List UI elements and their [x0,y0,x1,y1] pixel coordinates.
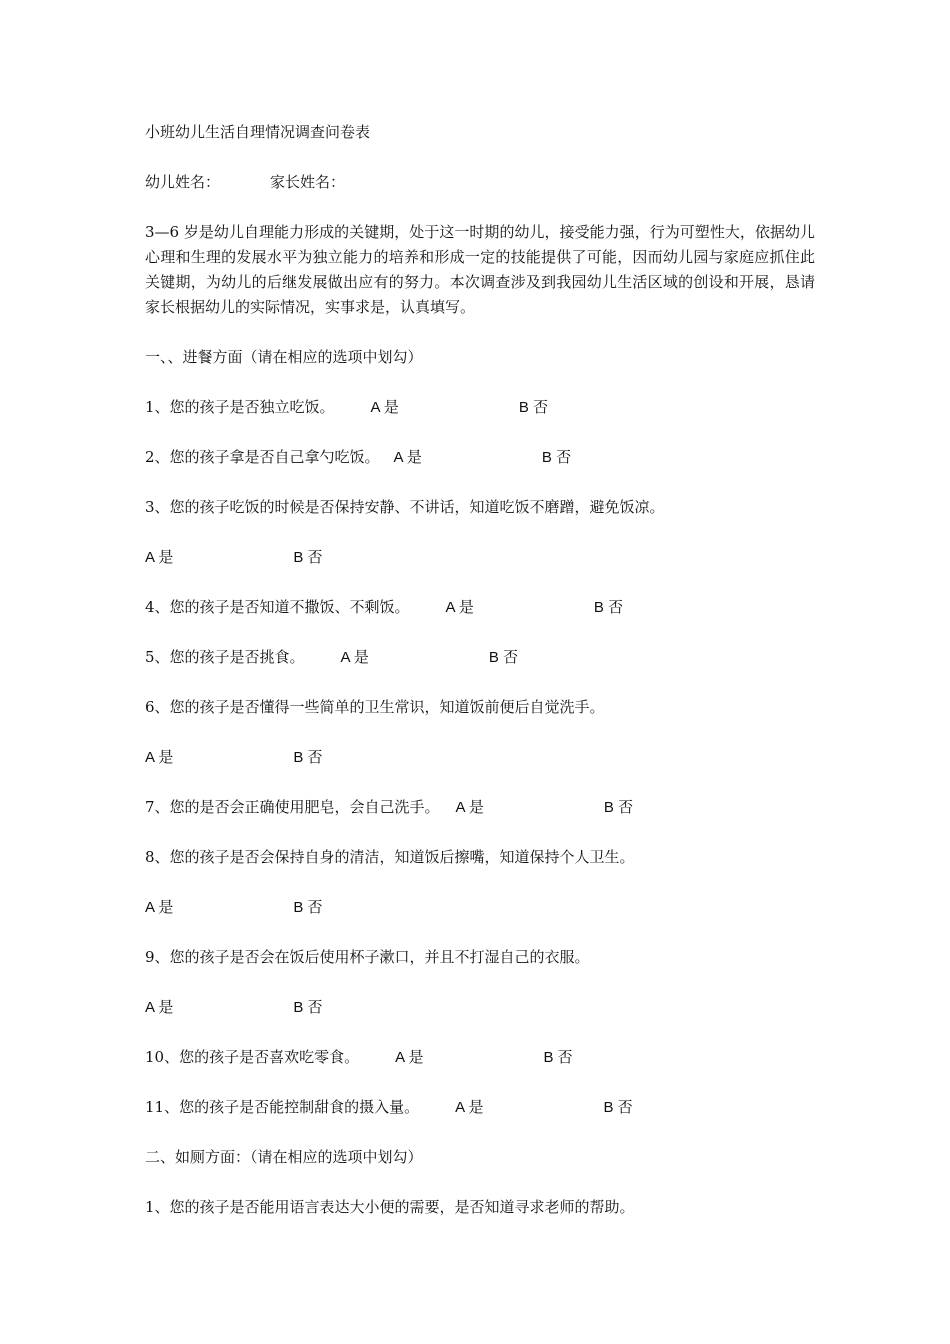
question-8: 8、您的孩子是否会保持自身的清洁，知道饭后擦嘴，知道保持个人卫生。 [145,848,635,866]
option-a[interactable]: A 是 [445,599,474,616]
question-2 [145,445,815,470]
option-b[interactable]: B 否 [593,599,624,616]
option-a[interactable]: A 是 [145,899,174,916]
question-text: 2、您的孩子拿是否自己拿勺吃饭。 [145,448,380,466]
parent-name-label: 家长姓名： [270,173,346,191]
question-9: 9、您的孩子是否会在饭后使用杯子漱口，并且不打湿自己的衣服。 [145,948,590,966]
intro-paragraph: 3—6 岁是幼儿自理能力形成的关键期，处于这一时期的幼儿，接受能力强，行为可塑性大，依据幼儿心理和生理的发展水平为独立能力的培养和形成一定的技能提供了可能，因而幼儿园与家庭应抓住此关键期，为幼儿的后继发展做出应有的努力。本次调查涉及到我园幼儿生活区域的创设和开展，恳请家长根据幼儿的实际情况，实事求是，认真填写。 [145,223,815,316]
question-4 [145,595,815,620]
question-text: 11、您的孩子是否能控制甜食的摄入量。 [145,1098,420,1116]
option-a[interactable]: A 是 [455,1099,484,1116]
section-1-heading: 一、、进餐方面（请在相应的选项中划勾） [145,348,423,366]
question-text: 7、您的是否会正确使用肥皂，会自己洗手。 [145,798,440,816]
option-a[interactable]: A 是 [393,449,422,466]
question-text: 5、您的孩子是否挑食。 [145,648,305,666]
question-1 [145,395,815,420]
question-11 [145,1095,815,1120]
option-b[interactable]: B 否 [293,749,323,766]
option-a[interactable]: A 是 [370,399,399,416]
option-b[interactable]: B 否 [543,1049,573,1066]
question-9-options [145,995,815,1020]
option-b[interactable]: B 否 [488,649,519,666]
option-b[interactable]: B 否 [518,399,549,416]
questionnaire-page [145,120,815,1245]
question-6: 6、您的孩子是否懂得一些简单的卫生常识，知道饭前便后自觉洗手。 [145,698,605,716]
option-a[interactable]: A 是 [455,799,484,816]
section-2-heading: 二、如厕方面：（请在相应的选项中划勾） [145,1148,423,1166]
question-6-options [145,745,815,770]
option-a[interactable]: A 是 [395,1049,424,1066]
question-8-options [145,895,815,920]
question-text: 4、您的孩子是否知道不撒饭、不剩饭。 [145,598,410,616]
question-3: 3、您的孩子吃饭的时候是否保持安静、不讲话，知道吃饭不磨蹭，避免饭凉。 [145,498,665,516]
option-b[interactable]: B 否 [541,449,572,466]
option-b[interactable]: B 否 [603,799,634,816]
option-b[interactable]: B 否 [293,899,323,916]
option-a[interactable]: A 是 [145,749,174,766]
option-a[interactable]: A 是 [340,649,369,666]
option-a[interactable]: A 是 [145,999,174,1016]
option-b[interactable]: B 否 [603,1099,633,1116]
question-text: 10、您的孩子是否喜欢吃零食。 [145,1048,360,1066]
question-5 [145,645,815,670]
question-10 [145,1045,815,1070]
question-7 [145,795,815,820]
section-2-question-1: 1、您的孩子是否能用语言表达大小便的需要，是否知道寻求老师的帮助。 [145,1198,635,1216]
option-b[interactable]: B 否 [293,999,323,1016]
document-title: 小班幼儿生活自理情况调查问卷表 [145,123,371,141]
name-fields [145,170,815,195]
question-3-options [145,545,815,570]
option-b[interactable]: B 否 [293,549,323,566]
child-name-label: 幼儿姓名： [145,173,221,191]
option-a[interactable]: A 是 [145,549,174,566]
question-text: 1、您的孩子是否独立吃饭。 [145,398,335,416]
